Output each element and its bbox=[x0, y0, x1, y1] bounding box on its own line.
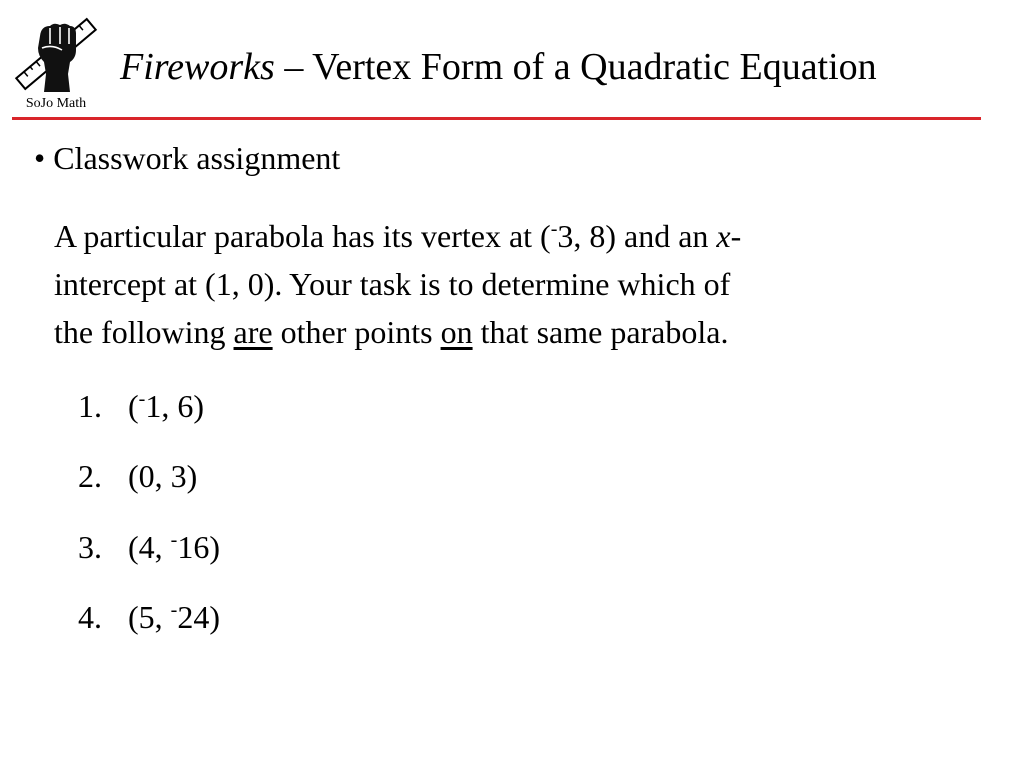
option-text: (0, 3) bbox=[128, 458, 198, 494]
problem-text: 3, 8) and an bbox=[557, 218, 717, 254]
logo-text: SoJo Math bbox=[25, 96, 87, 111]
negative-sign: - bbox=[550, 218, 558, 240]
option-item bbox=[78, 456, 197, 496]
problem-text: - bbox=[730, 218, 742, 254]
problem-text: that same parabola. bbox=[472, 314, 729, 350]
underlined-word: are bbox=[233, 314, 273, 350]
option-number: 4. bbox=[78, 599, 102, 635]
problem-statement bbox=[54, 212, 934, 356]
option-item bbox=[78, 597, 220, 637]
title-rest: – Vertex Form of a Quadratic Equation bbox=[274, 46, 877, 88]
variable-x: x bbox=[716, 218, 731, 254]
negative-sign: - bbox=[170, 599, 178, 621]
problem-text: other points bbox=[272, 314, 441, 350]
option-item bbox=[78, 386, 204, 426]
underlined-word: on bbox=[440, 314, 473, 350]
title-divider bbox=[12, 117, 981, 120]
option-number: 1. bbox=[78, 388, 102, 424]
negative-sign: - bbox=[138, 388, 146, 410]
bullet-item bbox=[34, 138, 340, 178]
option-text: 1, 6) bbox=[145, 388, 204, 424]
option-text: 24) bbox=[177, 599, 220, 635]
option-item bbox=[78, 527, 220, 567]
problem-line-1 bbox=[54, 212, 934, 260]
option-text: (4, bbox=[128, 529, 171, 565]
title-italic: Fireworks bbox=[120, 46, 275, 88]
problem-text: A particular parabola has its vertex at ( bbox=[54, 218, 551, 254]
option-number: 3. bbox=[78, 529, 102, 565]
page-title bbox=[120, 44, 877, 90]
bullet-dot: • bbox=[34, 140, 46, 176]
option-text: (5, bbox=[128, 599, 171, 635]
option-text: ( bbox=[128, 388, 139, 424]
negative-sign: - bbox=[170, 529, 178, 551]
bullet-text: Classwork assignment bbox=[53, 140, 341, 176]
problem-line-3 bbox=[54, 308, 934, 356]
problem-line-2: intercept at (1, 0). Your task is to determine which of bbox=[54, 266, 731, 302]
problem-text: the following bbox=[54, 314, 234, 350]
sojo-math-logo bbox=[14, 14, 98, 114]
raised-fist-with-ruler-icon bbox=[14, 14, 98, 94]
option-number: 2. bbox=[78, 458, 102, 494]
option-text: 16) bbox=[177, 529, 220, 565]
